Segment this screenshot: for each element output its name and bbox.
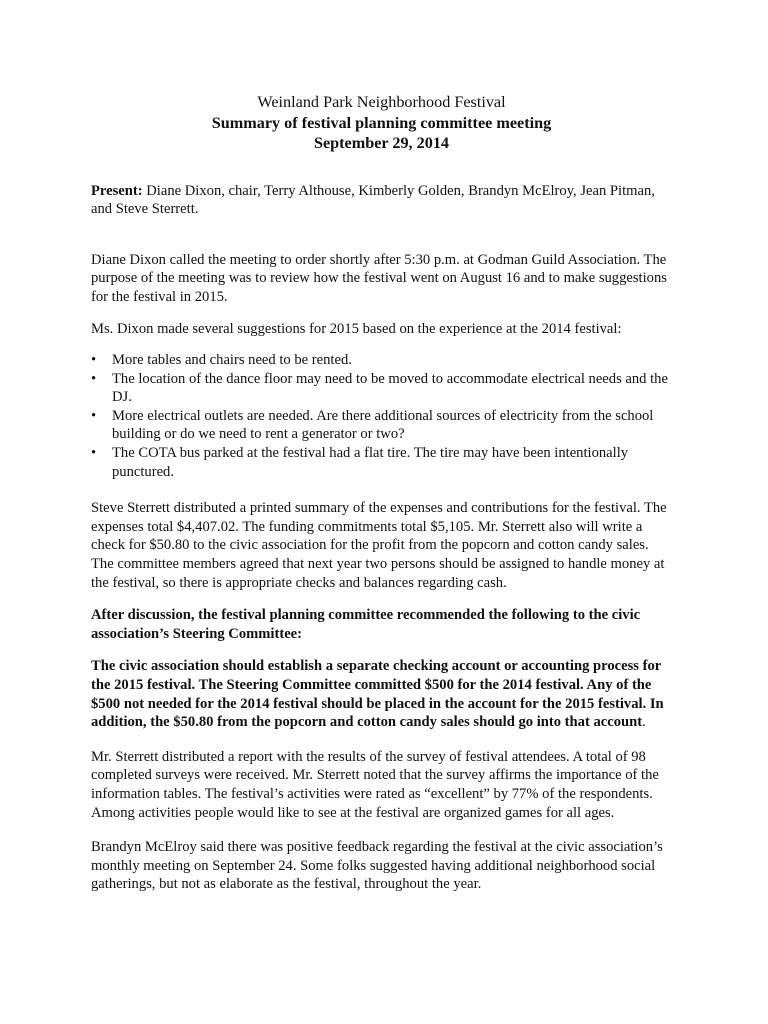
document-header: [91, 92, 672, 154]
list-item-text: The COTA bus parked at the festival had a flat tire. The tire may have been intentionally punctured.: [112, 445, 629, 480]
recommendation-end: .: [642, 714, 646, 731]
meeting-summary-title: Summary of festival planning committee meeting: [211, 113, 552, 132]
festival-title: Weinland Park Neighborhood Festival: [257, 93, 506, 111]
list-item: [91, 351, 672, 370]
bullet-icon: •: [91, 407, 97, 424]
feedback-paragraph: Brandyn McElroy said there was positive feedback regarding the festival at the civic association’s monthly meeting on September 24. Some folks suggested having additional neighborhood social gatherings, but not as elaborate as the festival, throughout the year.: [91, 839, 663, 893]
recommendation-intro-paragraph: After discussion, the festival planning committee recommended the following to the civic association’s Steering Committee:: [91, 607, 641, 642]
list-item-text: More tables and chairs need to be rented.: [112, 352, 352, 369]
list-item: [91, 370, 672, 407]
list-item: [91, 407, 672, 444]
expenses-paragraph: Steve Sterrett distributed a printed summary of the expenses and contributions for the festival. The expenses total $4,407.02. The funding commitments total $5,105. Mr. Sterrett also will write a check for $50.80 to the civic association for the profit from the popcorn and cotton candy sales. The committee members agreed that next year two persons should be assigned to handle money at the festival, so there is appropriate checks and balances regarding cash.: [91, 500, 667, 591]
call-to-order-paragraph: Diane Dixon called the meeting to order shortly after 5:30 p.m. at Godman Guild Association. The purpose of the meeting was to review how the festival went on August 16 and to make suggestions for the festival in 2015.: [91, 251, 667, 305]
list-item-text: The location of the dance floor may need to be moved to accommodate electrical needs and the DJ.: [112, 370, 668, 406]
list-item: [91, 444, 672, 481]
present-paragraph: [91, 182, 672, 219]
bullet-icon: •: [91, 445, 97, 462]
bullet-icon: •: [91, 370, 97, 387]
survey-paragraph: Mr. Sterrett distributed a report with the results of the survey of festival attendees. A total of 98 completed surveys were received. Mr. Sterrett noted that the survey affirms the importance of the information tables. The festival’s activities were rated as “excellent” by 77% of the respondents. Among activities people would like to see at the festival are organized games for all ages.: [91, 748, 659, 821]
meeting-date: September 29, 2014: [313, 134, 450, 152]
bullet-icon: •: [91, 352, 97, 369]
suggestions-list: [91, 351, 672, 481]
recommendation-paragraph: [91, 657, 672, 731]
suggestions-intro-paragraph: Ms. Dixon made several suggestions for 2015 based on the experience at the 2014 festival:: [91, 321, 622, 338]
list-item-text: More electrical outlets are needed. Are there additional sources of electricity from the school building or do we need to rent a generator or two?: [112, 407, 654, 443]
recommendation-text: The civic association should establish a separate checking account or accounting process for the 2015 festival. The Steering Committee committed $500 for the 2014 festival. Any of the $500 not needed for the 2014 festival should be placed in the account for the 2015 festival. In addition, the $50.80 from the popcorn and cotton candy sales should go into that account: [91, 658, 664, 731]
present-label: Present:: [91, 182, 143, 199]
present-list: Diane Dixon, chair, Terry Althouse, Kimberly Golden, Brandyn McElroy, Jean Pitman, and Steve Sterrett.: [91, 182, 655, 218]
